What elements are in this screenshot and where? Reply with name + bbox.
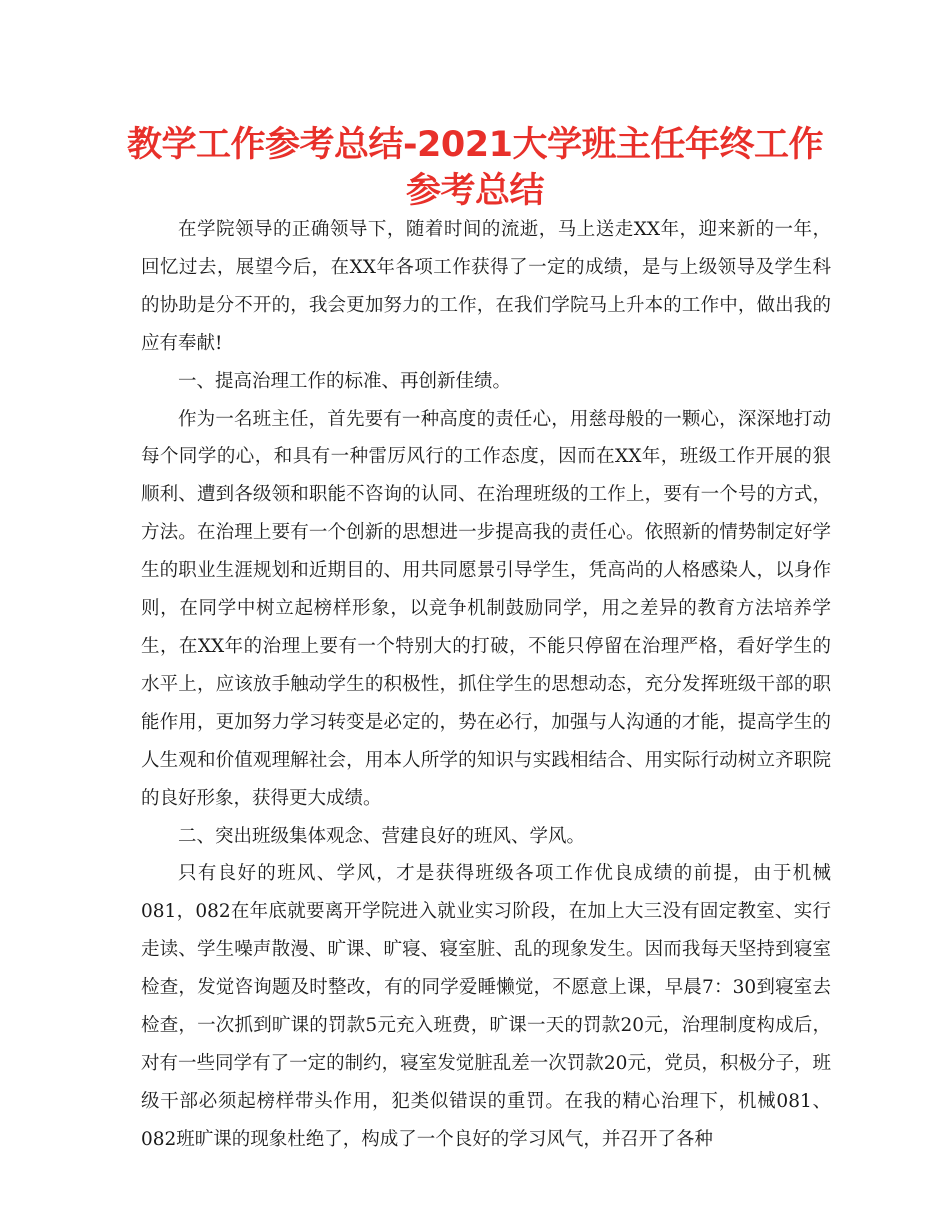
paragraph-section-2: 只有良好的班风、学风，才是获得班级各项工作优良成绩的前提，由于机械081，082在年底就要离开学院进入就业实习阶段，在加上大三没有固定教室、实行走读、学生噪声散漫、旷课、旷寝、寝室脏、乱的现象发生。因而我每天坚持到寝室检查，发觉咨询题及时整改，有的同学爱睡懒觉，不愿意上课，早晨7：30到寝室去检查，一次抓到旷课的罚款5元充入班费，旷课一天的罚款20元，治理制度构成后，对有一些同学有了一定的制约，寝室发觉脏乱差一次罚款20元，党员，积极分子，班级干部必须起榜样带头作用，犯类似错误的重罚。在我的精心治理下，机械081、082班旷课的现象杜绝了，构成了一个良好的学习风气，并召开了各种 bbox=[141, 863, 831, 1150]
document-body bbox=[141, 211, 831, 1159]
paragraph-intro: 在学院领导的正确领导下，随着时间的流逝，马上送走XX年，迎来新的一年，回忆过去，展望今后，在XX年各项工作获得了一定的成绩，是与上级领导及学生科的协助是分不开的，我会更加努力的工作，在我们学院马上升本的工作中，做出我的应有奉献! bbox=[141, 219, 831, 354]
paragraph-section-1: 作为一名班主任，首先要有一种高度的责任心，用慈母般的一颗心，深深地打动每个同学的心，和具有一种雷厉风行的工作态度，因而在XX年，班级工作开展的狠顺利、遭到各级领和职能不咨询的认同、在治理班级的工作上，要有一个号的方式，方法。在治理上要有一个创新的思想进一步提高我的责任心。依照新的情势制定好学生的职业生涯规划和近期目的、用共同愿景引导学生，凭高尚的人格感染人，以身作则，在同学中树立起榜样形象，以竞争机制鼓励同学，用之差异的教育方法培养学生，在XX年的治理上要有一个特别大的打破，不能只停留在治理严格，看好学生的水平上，应该放手触动学生的积极性，抓住学生的思想动态，充分发挥班级干部的职能作用，更加努力学习转变是必定的，势在必行，加强与人沟通的才能，提高学生的人生观和价值观理解社会，用本人所学的知识与实践相结合、用实际行动树立齐职院的良好形象，获得更大成绩。 bbox=[141, 408, 831, 809]
section-heading-2: 二、突出班级集体观念、营建良好的班风、学风。 bbox=[178, 825, 586, 847]
section-heading-1: 一、提高治理工作的标准、再创新佳绩。 bbox=[178, 370, 512, 392]
document-title: 教学工作参考总结-2021大学班主任年终工作参考总结 bbox=[127, 125, 823, 211]
